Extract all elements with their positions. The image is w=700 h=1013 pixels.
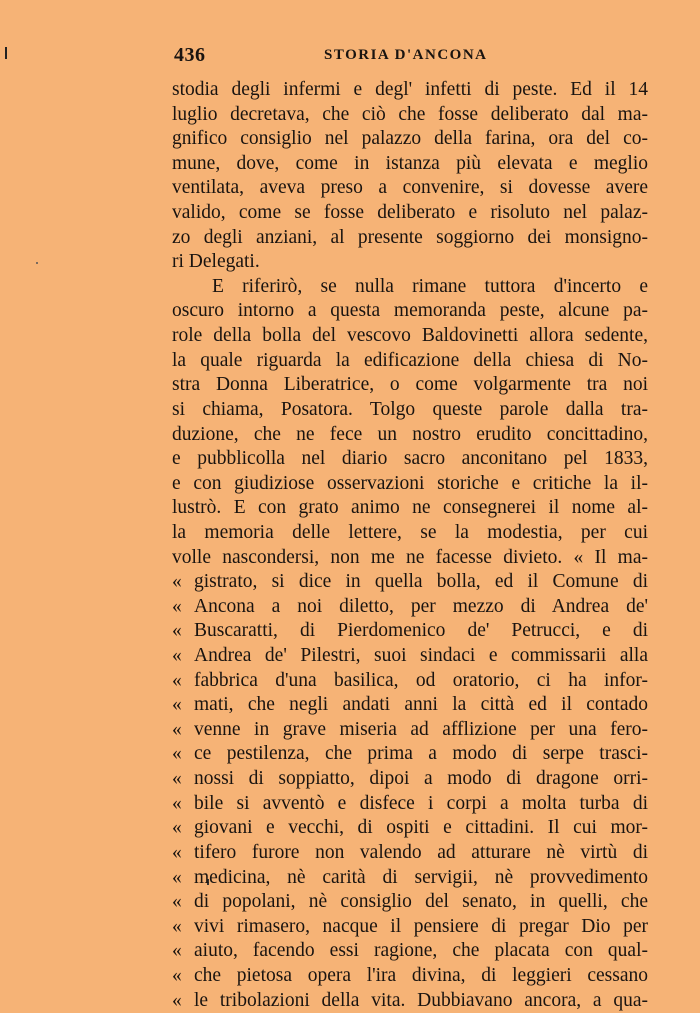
text-line: gnifico consiglio nel palazzo della farina, ora del co- [172,128,648,150]
text-line: venne in grave miseria ad afflizione per una fero- [194,718,648,740]
text-line: che pietosa opera l'ira divina, di leggieri cessano [194,964,648,986]
text-line: volle nascondersi, non me ne facesse divieto. « Il ma- [172,546,648,568]
text-line: stodia degli infermi e degl' infetti di peste. Ed il 14 [172,79,648,100]
text-line: giovani e vecchi, di ospiti e cittadini. Il cui mor- [194,817,648,839]
quoted-line [172,644,648,669]
quote-mark: « [172,743,182,765]
quoted-line [172,939,648,964]
text-line: duzione, che ne fece un nostro erudito concittadino, [172,423,648,445]
quoted-line [172,595,648,620]
text-line: Ancona a noi diletto, per mezzo di Andrea de' [194,595,648,617]
text-line: medicina, nè carità di servigii, nè provvedimento [194,866,648,888]
page-number: 436 [174,44,206,66]
quoted-line [172,866,648,891]
quoted-line [172,693,648,718]
text-line: ce pestilenza, che prima a modo di serpe trasci- [194,743,648,765]
page-header [174,44,646,70]
quoted-line [172,816,648,841]
quoted-line [172,742,648,767]
margin-speck [36,262,38,264]
text-line: di popolani, nè consiglio del senato, in quelli, che [194,891,648,913]
text-line: tifero furore non valendo ad atturare nè virtù di [194,841,648,863]
text-line: ventilata, aveva preso a convenire, si dovesse avere [172,177,648,199]
quote-mark: « [172,620,182,642]
text-line: luglio decretava, che ciò che fosse deliberato dal ma- [172,103,648,125]
text-line: bile si avventò e disfece i corpi a molta turba di [194,792,648,814]
quote-mark: « [172,669,182,691]
body-text [172,78,648,1013]
quoted-line [172,669,648,694]
text-line: mune, dove, come in istanza più elevata e meglio [172,152,648,174]
text-line: Andrea de' Pilestri, suoi sindaci e commissarii alla [194,645,648,667]
quoted-line [172,890,648,915]
quote-mark: « [172,866,182,888]
quoted-line [172,570,648,595]
text-line: Buscaratti, di Pierdomenico de' Petrucci, e di [194,620,648,642]
text-line: stra Donna Liberatrice, o come volgarmente tra noi [172,374,648,396]
quote-mark: « [172,989,182,1011]
quote-mark: « [172,645,182,667]
quote-mark: « [172,718,182,740]
text-line: si chiama, Posatora. Tolgo queste parole dalla tra- [172,398,648,420]
quoted-line [172,767,648,792]
text-line: role della bolla del vescovo Baldovinetti allora sedente, [172,325,648,347]
text-line: zo degli anziani, al presente soggiorno dei monsignо- [172,226,648,248]
text-line: fabbrica d'una basilica, od oratorio, ci ha infor- [194,669,648,691]
text-line: la quale riguarda la edificazione della chiesa di No- [172,349,648,371]
text-line: valido, come se fosse deliberato e risoluto nel palaz- [172,202,648,224]
text-line: mati, che negli andati anni la città ed il contado [194,694,648,716]
text-line: e con giudiziose osservazioni storiche e critiche la il- [172,472,648,494]
quoted-line [172,718,648,743]
text-line: aiuto, facendo essi ragione, che placata con qual- [194,940,648,962]
text-line: nossi di soppiatto, dipoi a modo di dragone orri- [194,768,648,790]
text-line: le tribolazioni della vita. Dubbiavano ancora, a qua- [194,989,648,1011]
quoted-line [172,915,648,940]
quote-mark: « [172,940,182,962]
quoted-line [172,841,648,866]
margin-speck [5,47,7,59]
text-line: la memoria delle lettere, se la modestia, per cui [172,521,648,543]
text-line: lustrò. E con grato animo ne consegnerei il nome al- [172,497,648,519]
text-line: oscuro intorno a questa memoranda peste, alcune pa- [172,300,648,322]
quote-mark: « [172,964,182,986]
quote-mark: « [172,571,182,593]
quote-mark: « [172,817,182,839]
quote-mark: « [172,891,182,913]
quote-mark: « [172,792,182,814]
text-line: gistrato, si dice in quella bolla, ed il Comune di [194,571,648,593]
text-line: e pubblicolla nel diario sacro anconitano pel 1833, [172,448,648,470]
running-title: STORIA D'ANCONA [324,47,488,63]
quoted-line [172,964,648,989]
text-line: ri Delegati. [172,251,260,273]
quote-mark: « [172,694,182,716]
quoted-line [172,792,648,817]
quoted-line [172,619,648,644]
quote-mark: « [172,768,182,790]
quote-mark: « [172,915,182,937]
quote-mark: « [172,595,182,617]
text-line: vivi rimasero, nacque il pensiere di pregar Dio per [194,915,648,937]
quote-mark: « [172,841,182,863]
text-line: E riferirò, se nulla rimane tuttora d'incerto e [212,275,648,297]
quoted-line [172,989,648,1013]
